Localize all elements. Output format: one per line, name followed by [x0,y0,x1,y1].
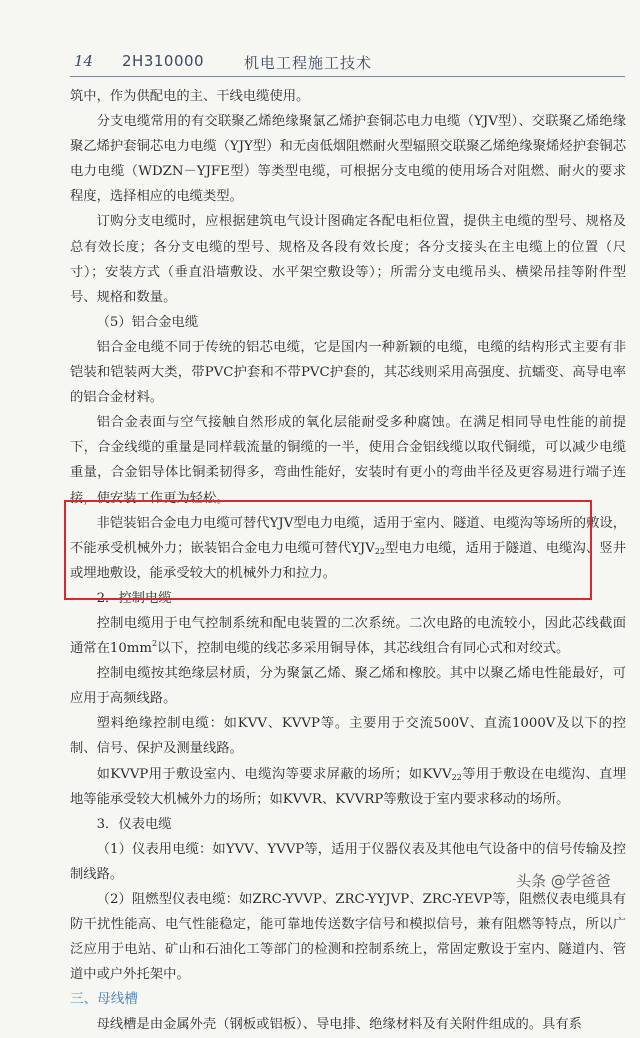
paragraph: （2）阻燃型仪表电缆：如ZRC-YVVP、ZRC-YYJVP、ZRC-YEVP等，阻燃仪表电缆具有防干扰性能高、电气性能稳定，能可靠地传送数字信号和模拟信号，兼有阻燃等特点，所以广泛应用于电站、矿山和石油化工等部门的检测和控制系统上，常固定敷设于室内、隧道内、管道中或户外托架中。 [70,892,626,983]
page-header [70,50,625,77]
chapter-heading: 三、母线槽 [70,991,138,1008]
chapter-code: 2H310000 [122,52,205,70]
subscript: 22 [374,546,386,556]
paragraph: （1）仪表用电缆：如YVV、YVVP等，适用于仪器仪表及其他电气设备中的信号传输及控制线路。 [70,841,626,882]
source-watermark: 头条 @学爸爸 [516,872,611,890]
text-run: 等用于敷设在电缆沟、直埋地等能承受较大机械外力的场所；如KVVR、KVVRP等敷设于室内要求移动的场所。 [70,766,626,807]
paragraph [70,611,626,661]
subscript: 22 [451,772,462,782]
section-heading: 2．控制电缆 [96,590,172,606]
page-body [70,84,626,1038]
paragraph: 铝合金电缆不同于传统的铝芯电缆，它是国内一种新颖的电缆，电缆的结构形式主要有非铠装和铠装两大类，带PVC护套和不带PVC护套的，其芯线则采用高强度、抗蠕变、高导电率的铝合金材料。 [70,339,626,406]
paragraph: 塑料绝缘控制电缆：如KVV、KVVP等。主要用于交流500V、直流1000V及以下的控制、信号、保护及测量线路。 [70,716,626,757]
book-title: 机电工程施工技术 [244,54,373,72]
paragraph: 铝合金表面与空气接触自然形成的氧化层能耐受多种腐蚀。在满足相同导电性能的前提下，合金线缆的重量是同样载流量的铜缆的一半，使用合金铝线缆以取代铜缆，可以减少电缆重量，合金铝导体比铜柔韧得多，弯曲性能好，安装时有更小的弯曲半径及更容易进行端子连接，使安装工作更为轻松。 [70,415,626,506]
text-run: 如KVVP用于敷设室内、电缆沟等要求屏蔽的场所；如KVV [96,766,452,782]
page-number: 14 [74,52,94,70]
paragraph: 筑中，作为供配电的主、干线电缆使用。 [70,89,310,104]
paragraph [70,511,626,586]
section-heading: 3．仪表电缆 [96,816,172,832]
section-heading: （5）铝合金电缆 [96,314,199,330]
text-run: 控制电缆用于电气控制系统和配电装置的二次系统。二次电路的电流较小，因此芯线截面通常在10mm [70,615,626,657]
text-run: 非铠装铝合金电力电缆可替代YJV型电力电缆，适用于室内、隧道、电缆沟等场所的敷设，不能承受机械外力；嵌装铝合金电力电缆可替代YJV [70,515,626,556]
text-run: 以下，控制电缆的线芯多采用铜导体，其芯线组合有同心式和对绞式。 [157,641,570,657]
superscript: 2 [152,639,158,649]
text-run: 型电力电缆，适用于隧道、电缆沟、竖井或埋地敷设，能承受较大的机械外力和拉力。 [70,540,626,581]
paragraph [70,762,626,812]
paragraph: 订购分支电缆时，应根据建筑电气设计图确定各配电柜位置，提供主电缆的型号、规格及总有效长度；各分支电缆的型号、规格及各段有效长度；各分支接头在主电缆上的位置（尺寸）；安装方式（垂直沿墙敷设、水平架空敷设等）；所需分支电缆吊头、横梁吊挂等附件型号、规格和数量。 [70,214,626,305]
paragraph: 控制电缆按其绝缘层材质，分为聚氯乙烯、聚乙烯和橡胶。其中以聚乙烯电性能最好，可应用于高频线路。 [70,666,626,707]
paragraph: 母线槽是由金属外壳（钢板或铝板）、导电排、绝缘材料及有关附件组成的。具有系 [96,1017,582,1033]
paragraph: 分支电缆常用的有交联聚乙烯绝缘聚氯乙烯护套铜芯电力电缆（YJV型）、交联聚乙烯绝缘聚乙烯护套铜芯电力电缆（YJY型）和无卤低烟阻燃耐火型辐照交联聚乙烯绝缘聚烯烃护套铜芯电力电缆（WDZN－YJFE型）等类型电缆，可根据分支电缆的使用场合对阻燃、耐火的要求程度，选择相应的电缆类型。 [70,114,626,205]
